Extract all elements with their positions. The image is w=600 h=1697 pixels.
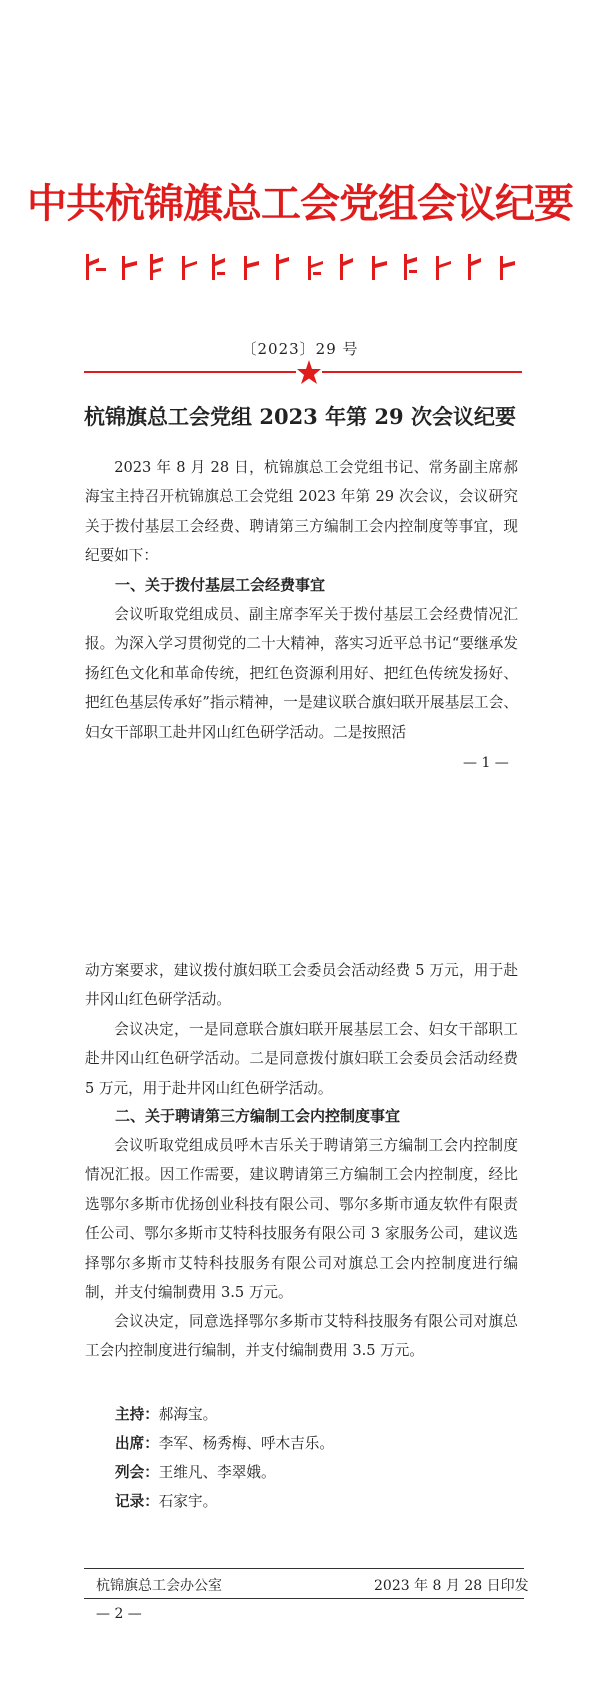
section1-heading: 一、关于拨付基层工会经费事宜: [115, 576, 326, 594]
footer-rule-bottom: [84, 1598, 524, 1599]
red-star-icon: [296, 359, 322, 385]
signature-value: 郝海宝。: [158, 1406, 218, 1423]
page-number-1: — 1 —: [463, 755, 509, 771]
section1-paragraph: 会议听取党组成员、副主席李军关于拨付基层工会经费情况汇报。为深入学习贯彻党的二十大精神，落实习近平总书记“要继承发扬红色文化和革命传统，把红色资源利用好、把红色传统发扬好、把红色基层传承好”指示精神，一是建议联合旗妇联开展基层工会、妇女干部职工赴井冈山红色研学活动。二是按照活: [85, 606, 518, 741]
section1-paragraph-continued: 动方案要求，建议拨付旗妇联工会委员会活动经费 5 万元，用于赴井冈山红色研学活动。: [85, 962, 518, 1009]
print-date: 2023 年 8 月 28 日印发: [374, 1578, 529, 1594]
document-number: 〔2023〕29 号: [241, 340, 359, 358]
issuing-office: 杭锦旗总工会办公室: [96, 1578, 222, 1594]
signature-label: 列会：: [115, 1464, 159, 1481]
page-number-2: — 2 —: [96, 1606, 142, 1622]
signature-label: 主持：: [115, 1406, 159, 1423]
signature-attendees: [115, 1429, 334, 1458]
mongolian-script-line: [82, 250, 522, 284]
signature-value: 李军、杨秀梅、呼木吉乐。: [158, 1435, 334, 1452]
section1-decision: 会议决定，一是同意联合旗妇联开展基层工会、妇女干部职工赴井冈山红色研学活动。二是同意拨付旗妇联工会委员会活动经费 5 万元，用于赴井冈山红色研学活动。: [85, 1021, 518, 1097]
intro-paragraph: 2023 年 8 月 28 日，杭锦旗总工会党组书记、常务副主席郝海宝主持召开杭锦旗总工会党组 2023 年第 29 次会议，会议研究关于拨付基层工会经费、聘请第三方编制工会内控制度等事宜，现纪要如下：: [85, 459, 518, 565]
signature-label: 记录：: [115, 1493, 159, 1510]
signature-value: 石家宇。: [158, 1493, 218, 1510]
red-divider-left: [84, 371, 296, 373]
signature-host: [115, 1400, 217, 1429]
document-title: 杭锦旗总工会党组 2023 年第 29 次会议纪要: [84, 404, 516, 429]
section2-decision: 会议决定，同意选择鄂尔多斯市艾特科技服务有限公司对旗总工会内控制度进行编制，并支付编制费用 3.5 万元。: [85, 1313, 518, 1360]
signature-value: 王维凡、李翠娥。: [158, 1464, 276, 1481]
signature-recorder: [115, 1487, 217, 1516]
section2-heading: 二、关于聘请第三方编制工会内控制度事宜: [115, 1107, 401, 1125]
red-divider-right: [322, 371, 522, 373]
signature-label: 出席：: [115, 1435, 159, 1452]
red-header-title: 中共杭锦旗总工会党组会议纪要: [27, 180, 573, 227]
section2-paragraph: 会议听取党组成员呼木吉乐关于聘请第三方编制工会内控制度情况汇报。因工作需要，建议聘请第三方编制工会内控制度，经比选鄂尔多斯市优扬创业科技有限公司、鄂尔多斯市通友软件有限责任公司、鄂尔多斯市艾特科技服务有限公司 3 家服务公司，建议选择鄂尔多斯市艾特科技服务有限公司对旗总工会内控制度进行编制，并支付编制费用 3.5 万元。: [85, 1137, 518, 1302]
footer-rule-top: [84, 1568, 524, 1569]
signature-observers: [115, 1458, 276, 1487]
